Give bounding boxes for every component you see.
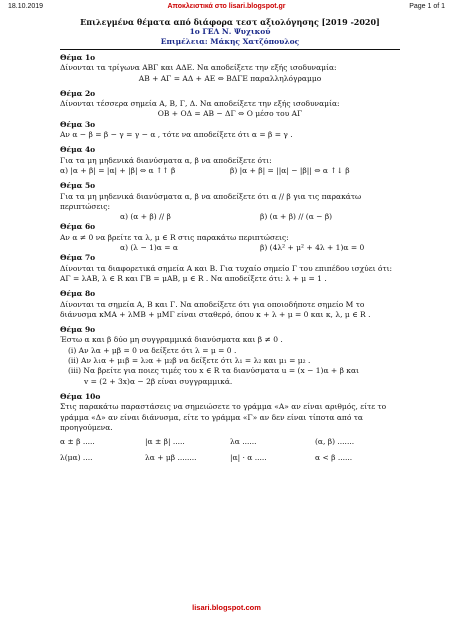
worksheet-heading xyxy=(60,17,400,47)
topic-1 xyxy=(60,53,400,84)
expression-item: λα ...... xyxy=(230,437,257,447)
topic-part-b: β) (4λ² + μ² + 4λ + 1)α = 0 xyxy=(260,243,365,253)
topic-part-b: β) |α + β| = ||α| − |β|| ⇔ α ↑↓ β xyxy=(230,165,350,175)
expression-item: α ± β ..... xyxy=(60,437,95,447)
topic-formula: ΑΒ + ΑΓ = ΑΔ + ΑΕ ⇔ ΒΔΓΕ παραλληλόγραμμο xyxy=(138,73,322,83)
topic-4 xyxy=(60,145,400,176)
expression-item: |α| · α ..... xyxy=(230,453,267,463)
site-banner[interactable]: Αποκλειστικά στο lisari.blogspot.gr xyxy=(167,3,286,10)
heading-school: 1ο ΓΕΛ Ν. Ψυχικού xyxy=(189,27,271,36)
print-date: 18.10.2019 xyxy=(8,3,44,10)
topic-text: Έστω α και β δύο μη συγγραμμικά διανύσματα και β ≠ 0 . xyxy=(60,335,283,345)
topic-part-iii: (iii) Να βρείτε για ποιες τιμές του x ∈ R τα διανύσματα u = (x − 1)α + β και xyxy=(68,366,359,376)
topic-title: Θέμα 4ο xyxy=(60,145,96,155)
topic-part-a: α) |α + β| = |α| + |β| ⇔ α ↑↑ β xyxy=(60,165,176,175)
topic-title: Θέμα 10ο xyxy=(60,391,101,401)
topic-title: Θέμα 7ο xyxy=(60,253,96,263)
topic-part-i: (i) Αν λα + μβ = 0 να δείξετε ότι λ = μ = 0 . xyxy=(68,345,237,355)
topic-text: Δίνονται τα τρίγωνα ΑΒΓ και ΑΔΕ. Να αποδείξετε την εξής ισοδυναμία: xyxy=(60,63,337,73)
topic-part-a: α) (λ − 1)α = α xyxy=(120,243,178,253)
topic-title: Θέμα 1ο xyxy=(60,53,96,62)
topic-text: Για τα μη μηδενικά διανύσματα α, β να αποδείξετε ότι α // β για τις παρακάτω περιπτώσεις: xyxy=(60,191,362,211)
heading-author: Επιμέλεια: Μάκης Χατζόπουλος xyxy=(160,37,300,46)
topic-text: Για τα μη μηδενικά διανύσματα α, β να αποδείξετε ότι: xyxy=(60,155,272,165)
print-header xyxy=(0,2,453,14)
expression-item: λ(μα) .... xyxy=(60,453,93,463)
topic-6 xyxy=(60,222,400,253)
topic-text: Αν α ≠ 0 να βρείτε τα λ, μ ∈ R στις παρακάτω περιπτώσεις: xyxy=(60,232,289,242)
topic-7 xyxy=(60,253,400,284)
heading-title: Επιλεγμένα θέματα από διάφορα τεστ αξιολόγησης [2019 -2020] xyxy=(80,17,380,27)
topic-part-b: β) (α + β) // (α − β) xyxy=(260,212,333,222)
topic-part-ii: (ii) Αν λ₁α + μ₁β = λ₂α + μ₂β να δείξετε ότι λ₁ = λ₂ και μ₁ = μ₂ . xyxy=(68,356,311,366)
topic-text: Αν α − β = β − γ = γ − α , τότε να αποδείξετε ότι α = β = γ . xyxy=(60,130,293,140)
footer-link[interactable]: lisari.blogspot.com xyxy=(192,603,261,612)
topic-9 xyxy=(60,325,400,387)
topic-part-a: α) (α + β) // β xyxy=(120,212,171,222)
topic-10 xyxy=(60,392,400,464)
worksheet xyxy=(60,17,400,464)
topic-5 xyxy=(60,181,400,222)
heading-divider xyxy=(60,49,400,50)
topic-text: Δίνονται τα διαφορετικά σημεία Α και Β. Για τυχαίο σημείο Γ του επιπέδου ισχύει ότι: ΑΓ = λΑΒ, λ ∈ R και ΓΒ = μΑΒ, μ ∈ R . Να αποδείξετε ότι: λ + μ = 1 . xyxy=(60,263,393,283)
topic-text: Δίνονται τα σημεία Α, Β και Γ. Να αποδείξετε ότι για οποιοδήποτε σημείο Μ το διάνυσμα κΜΑ + λΜΒ + μΜΓ είναι σταθερό, όπου κ + λ + μ = 0 και κ, λ, μ ∈ R . xyxy=(60,299,371,319)
expression-item: λα + μβ ........ xyxy=(145,453,197,463)
topic-part-iii-cont: v = (2 + 3x)α − 2β είναι συγγραμμικά. xyxy=(84,376,233,386)
page-number: Page 1 of 1 xyxy=(409,3,445,10)
topic-title: Θέμα 9ο xyxy=(60,325,96,335)
topic-title: Θέμα 8ο xyxy=(60,289,96,299)
expression-item: |α ± β| ..... xyxy=(145,437,185,447)
topic-text: Στις παρακάτω παραστάσεις να σημειώσετε το γράμμα «Α» αν είναι αριθμός, είτε το γράμμα «Δ» αν είναι διάνυσμα, είτε το γράμμα «Γ» αν δεν είναι τίποτα από τα προηγούμενα. xyxy=(60,402,387,432)
expression-item: α < β ...... xyxy=(315,453,353,463)
topic-title: Θέμα 3ο xyxy=(60,119,96,129)
topic-title: Θέμα 5ο xyxy=(60,181,96,191)
expression-grid xyxy=(60,437,400,464)
topic-formula: ΟΒ + ΟΔ = ΑΒ − ΔΓ ⇔ Ο μέσο του ΑΓ xyxy=(157,109,303,119)
topic-8 xyxy=(60,289,400,320)
topic-title: Θέμα 2ο xyxy=(60,88,96,98)
topic-title: Θέμα 6ο xyxy=(60,222,96,232)
topic-3 xyxy=(60,120,400,141)
topic-text: Δίνονται τέσσερα σημεία Α, Β, Γ, Δ. Να αποδείξετε την εξής ισοδυναμία: xyxy=(60,99,340,109)
topic-2 xyxy=(60,89,400,120)
expression-item: (α, β) ....... xyxy=(315,437,355,447)
